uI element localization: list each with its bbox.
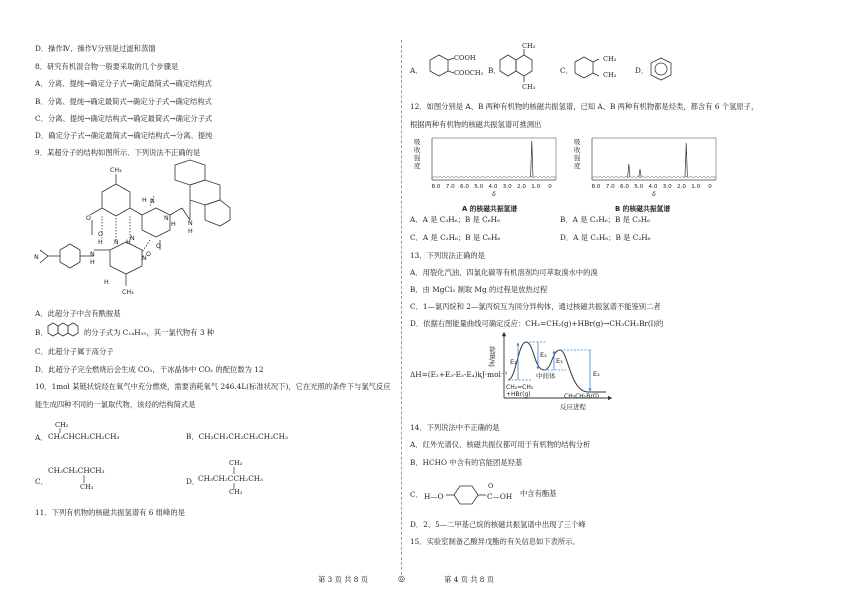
- q10-option-d-formula: CH₃CH₂CCH₂CH₃: [198, 474, 264, 483]
- nmr-a-peak-1: [531, 141, 533, 177]
- e2-label: E₂: [540, 351, 547, 359]
- q12-option-a: A．A 是 C₃H₆；B 是 C₆H₆: [410, 215, 500, 224]
- atom-o-3: O: [98, 231, 103, 238]
- q9-stem: 9．某超分子的结构如图所示．下列说法不正确的是: [35, 148, 201, 157]
- q10-option-c-branch: CH₃: [80, 483, 94, 491]
- q14-option-d: D．2、5—二甲基己烷的核磁共振氢谱中出现了三个峰: [410, 520, 586, 529]
- q9-option-d: D．此超分子完全燃烧后会生成 CO₂，干冰晶体中 CO₂ 的配位数为 12: [35, 365, 264, 374]
- nmr-b-tick-label: 5.0: [634, 184, 644, 190]
- q11-b-ch3-bottom: CH₃: [522, 83, 536, 91]
- nmr-a-ylabel-char: 收: [414, 146, 421, 154]
- footer-separator: ◎: [398, 574, 405, 583]
- q14-c-left: H—O: [424, 492, 444, 501]
- q14-c-oxygen: O: [488, 482, 494, 490]
- atom-n-6: N: [34, 254, 39, 261]
- nmr-a-tick-label: 8.0: [431, 184, 441, 190]
- atom-o-1: O: [86, 215, 91, 222]
- q9-option-b-prefix: B．: [35, 328, 48, 337]
- q14-option-c-label: C．: [410, 490, 423, 499]
- column-divider: [401, 40, 402, 575]
- q11-a-cooch3: COOCH₃: [454, 69, 484, 77]
- q10-option-c-formula: CH₃CH₂CHCH₃: [48, 466, 105, 475]
- e1-label: E₁: [510, 358, 517, 366]
- q13-option-d: D．依据右图能量曲线可确定反应：CH₂=CH₂(g)+HBr(g)→CH₃CH₂Br(l)的: [410, 319, 664, 328]
- nmr-a-delta-label: δ: [492, 191, 496, 198]
- q13-option-c: C．1—氯丙烷和 2—氯丙烷互为同分异构体，通过核磁共振氢谱不能鉴别二者: [410, 302, 661, 311]
- reactant-label-1: CH₂=CH₂: [506, 384, 534, 391]
- q11-a-cooh: COOH: [454, 54, 476, 62]
- q9-option-b-text: 的分子式为 C₁₄H₁₀，其一氯代物有 3 种: [84, 328, 215, 337]
- q11-c-ch3-b: CH₃: [603, 71, 617, 79]
- q14-c-right: C—OH: [487, 492, 513, 501]
- nmr-b-delta-label: δ: [652, 191, 656, 198]
- reactant-label-2: +HBr(g): [506, 391, 531, 398]
- nmr-a-ylabel-char: 度: [414, 162, 421, 170]
- ch3-bottom-label: CH₃: [122, 289, 134, 296]
- nmr-a-tick-label: 3.0: [502, 184, 512, 190]
- atom-n-3: N: [188, 220, 193, 227]
- q11-option-c-label: C．: [560, 66, 573, 75]
- atom-o-2: O: [156, 243, 161, 250]
- q12-stem-2: 根据两种有机物的核磁共振氢谱可推测出: [410, 120, 542, 129]
- atom-h-2: H: [171, 221, 176, 228]
- benzene-icon: [648, 56, 674, 82]
- q10-option-a-formula: CH₃CHCH₂CH₂CH₃: [48, 432, 120, 441]
- q11-option-d-label: D．: [635, 66, 649, 75]
- nmr-a-tick-label: 7.0: [445, 184, 455, 190]
- q10-bonds: [0, 0, 400, 500]
- q10-option-a-branch: CH₃: [55, 421, 69, 429]
- q12-option-c: C．A 是 C₂H₆；B 是 C₆H₆: [410, 233, 501, 242]
- nmr-a-baseline: [432, 176, 556, 177]
- energy-x-label: 反应进程: [560, 403, 586, 411]
- q14-option-b: B．HCHO 中含有的官能团是羟基: [410, 458, 523, 467]
- nmr-b-tick-label: 4.0: [648, 184, 658, 190]
- q12-option-b: B．A 是 C₂H₆；B 是 C₃H₆: [560, 215, 651, 224]
- nmr-a-tick-label: 4.0: [488, 184, 498, 190]
- nmr-b-tick-label: 2.0: [677, 184, 686, 190]
- atom-n-5: N: [90, 251, 95, 258]
- q15-stem: 15．实验室制备乙酸异戊酯的有关信息如下表所示。: [410, 537, 580, 546]
- nmr-b-tick-label: 6.0: [620, 184, 629, 190]
- q7-option-d: D．操作Ⅳ、操作Ⅴ分别是过滤和蒸馏: [35, 44, 156, 53]
- q11-c-ch3-a: CH₃: [603, 55, 617, 63]
- nmr-b-tick-label: 1.0: [691, 184, 701, 190]
- atom-o-4: O: [146, 251, 151, 258]
- nmr-b-tick-label: 3.0: [662, 184, 672, 190]
- q9-option-a: A．此超分子中含有酰胺基: [35, 309, 121, 318]
- q12-stem: 12．如图分别是 A、B 两种有机物的核磁共振氢谱，已知 A、B 两种有机物都是烃类，都含有 6 个氢原子，: [410, 102, 759, 111]
- nmr-a-caption: A 的核磁共振氢谱: [462, 205, 518, 213]
- q10-option-c-label: C．: [35, 477, 48, 486]
- q9-option-c: C．此超分子属于高分子: [35, 347, 114, 356]
- q8-stem: 8．研究有机混合物一般要采取的几个步骤是: [35, 62, 179, 71]
- nmr-spectrum-a: [410, 134, 560, 204]
- q8-option-a: A．分离、提纯→确定分子式→确定最简式→确定结构式: [35, 79, 212, 88]
- product-label: CH₃CH₂Br(l): [564, 393, 600, 400]
- nmr-b-ylabel-char: 度: [574, 162, 581, 170]
- q12-option-d: D．A 是 C₃H₆；B 是 C₂H₆: [560, 233, 651, 242]
- nmr-b-caption: B 的核磁共振氢谱: [615, 205, 671, 213]
- atom-h-5: H: [126, 239, 131, 246]
- energy-diagram: [488, 332, 642, 412]
- q14-option-a: A．红外光谱仪、核磁共振仪都可用于有机物的结构分析: [410, 440, 591, 449]
- atom-h-4: H: [98, 239, 103, 246]
- nmr-b-peak-1: [628, 164, 630, 177]
- q13-option-a: A．用裂化汽油、四氯化碳等有机溶剂均可萃取溴水中的溴: [410, 268, 598, 277]
- q10-option-d-up: CH₃: [229, 459, 243, 467]
- nmr-b-ylabel-char: 强: [574, 154, 581, 162]
- dimethylcyclohexane-icon: [572, 54, 602, 82]
- benzene-ester-icon: [426, 52, 454, 80]
- q14-c-suffix: 中含有酯基: [520, 489, 557, 498]
- q10-option-b: B．CH₃CH₂CH₂CH₂CH₂CH₃: [186, 432, 288, 441]
- atom-n-1: N: [150, 198, 155, 205]
- q11-stem: 11．下列有机物的核磁共振氢谱有 6 组峰的是: [35, 508, 185, 517]
- atom-n-7: N: [130, 235, 135, 242]
- nmr-b-ylabel-char: 收: [574, 146, 581, 154]
- nmr-b-peak-3: [685, 143, 687, 177]
- nmr-a-tick-label: 2.0: [517, 184, 526, 190]
- atom-h-3: H: [188, 228, 193, 235]
- atom-n-2: N: [164, 215, 169, 222]
- nmr-b-tick-label: 0: [708, 184, 712, 190]
- q10-option-d-down: CH₃: [229, 488, 243, 496]
- intermediate-label: 中间体: [536, 372, 556, 380]
- q8-option-b: B．分离、提纯→确定最简式→确定分子式→确定结构式: [35, 97, 212, 106]
- q10-stem: 10．1mol 某链状烷烃在氧气中充分燃烧，需要消耗氧气 246.4L(标准状况下)，它在光照的条件下与氯气反应: [35, 382, 391, 391]
- q11-option-a-label: A．: [410, 66, 423, 75]
- q8-option-c: C．分离、提纯→确定结构式→确定最简式→确定分子式: [35, 114, 213, 123]
- q10-option-d-label: D．: [186, 477, 200, 486]
- nmr-a-ylabel-char: 强: [414, 154, 421, 162]
- nmr-a-tick-label: 0: [548, 184, 552, 190]
- nmr-b-tick-label: 7.0: [605, 184, 615, 190]
- atom-n-4: N: [114, 239, 119, 246]
- nmr-b-baseline: [592, 176, 716, 177]
- q8-option-d: D．确定分子式→确定最简式→确定结构式→分离、提纯: [35, 131, 213, 140]
- nmr-b-ylabel-char: 吸: [574, 138, 581, 146]
- q13-delta-h: ΔH=(E₁+E₃-E₂-E₄)kJ·mol⁻¹: [410, 370, 508, 379]
- dimethylnaphthalene-icon: [497, 44, 539, 88]
- nmr-a-ylabel-char: 吸: [414, 138, 421, 146]
- atom-h-7: H: [104, 279, 109, 286]
- q13-stem: 13．下列说法正确的是: [410, 251, 485, 260]
- nmr-a-tick-label: 6.0: [460, 184, 469, 190]
- footer-page-left: 第 3 页 共 8 页: [318, 575, 369, 584]
- atom-n-8: N: [142, 255, 147, 262]
- nmr-a-tick-label: 1.0: [531, 184, 541, 190]
- nmr-b-peak-2: [639, 169, 641, 177]
- q13-option-b: B．由 MgCl₂ 制取 Mg 的过程是放热过程: [410, 285, 548, 294]
- q11-b-ch3-top: CH₃: [522, 42, 536, 50]
- e3-label: E₃: [556, 357, 563, 365]
- nmr-spectrum-b: [570, 134, 720, 204]
- ch3-top-label: CH₃: [110, 167, 122, 174]
- footer-page-right: 第 4 页 共 8 页: [444, 575, 495, 584]
- q10-stem-2: 能生成四种不同的一氯取代物，该烃的结构简式是: [35, 400, 196, 409]
- energy-y-label: 能量/kJ: [488, 346, 496, 367]
- atom-h-1: H: [142, 197, 147, 204]
- q11-option-b-label: B．: [488, 66, 501, 75]
- q14-stem: 14．下列说法中不正确的是: [410, 423, 500, 432]
- q10-option-a-label: A．: [35, 433, 48, 442]
- nmr-a-tick-label: 5.0: [474, 184, 484, 190]
- atom-h-6: H: [90, 259, 95, 266]
- e4-label: E₄: [593, 370, 600, 378]
- nmr-b-tick-label: 8.0: [591, 184, 601, 190]
